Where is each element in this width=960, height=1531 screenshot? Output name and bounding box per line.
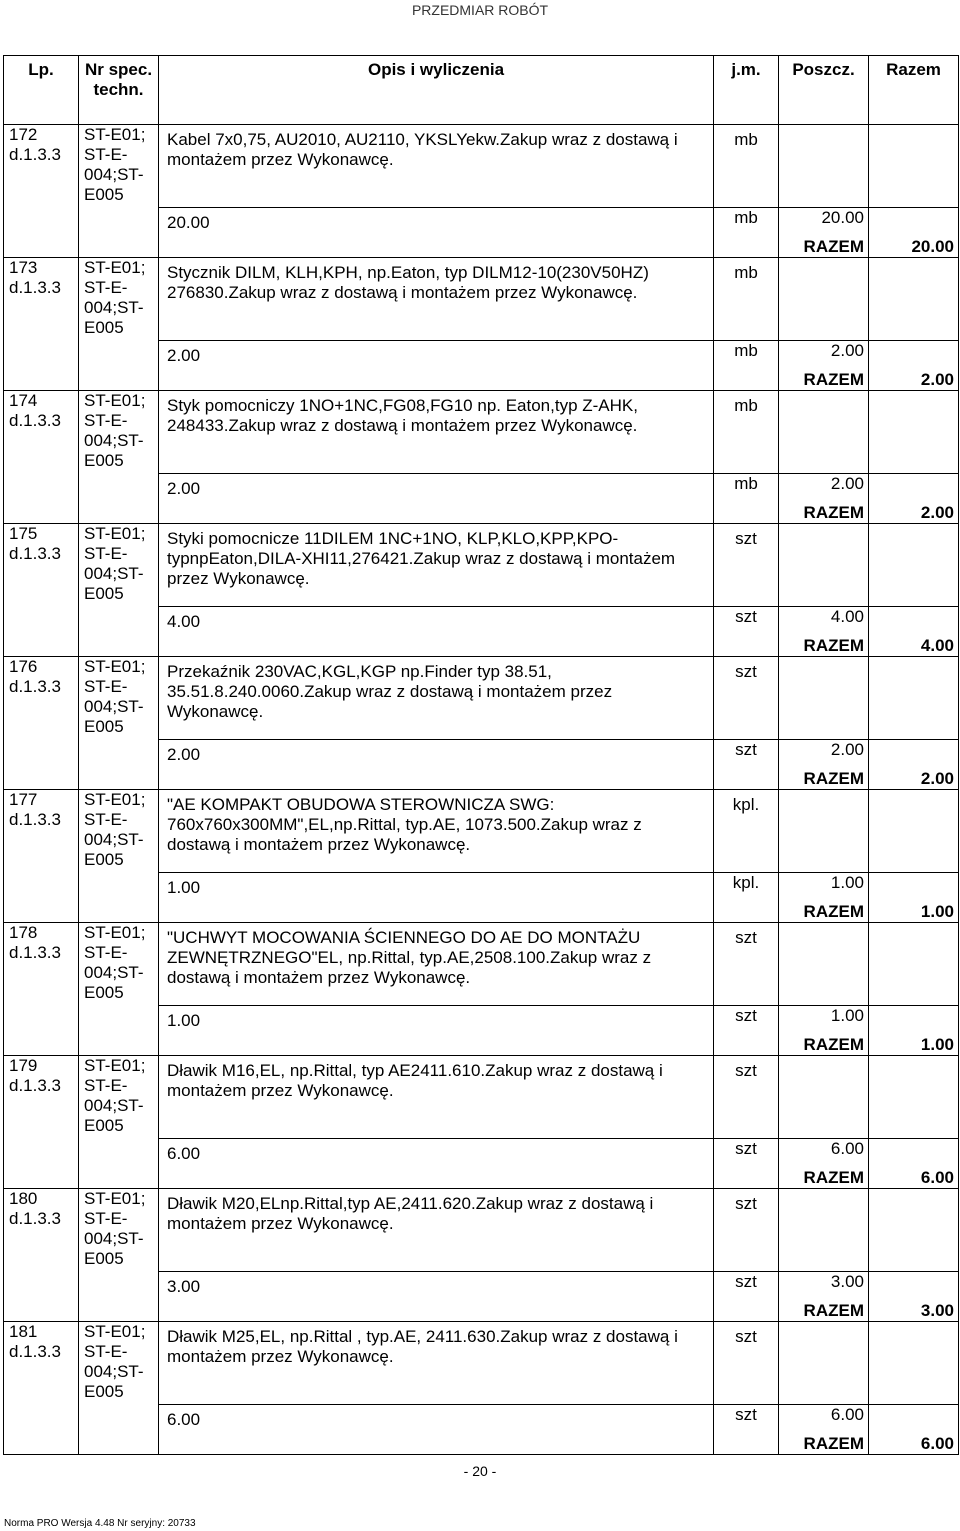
item-spec: ST-E01; ST-E-004;ST-E005 bbox=[79, 657, 159, 790]
sum-empty-desc bbox=[159, 1301, 714, 1322]
item-lp: 181 d.1.3.3 bbox=[4, 1322, 79, 1455]
item-spec: ST-E01; ST-E-004;ST-E005 bbox=[79, 1189, 159, 1322]
item-description: Styk pomocniczy 1NO+1NC,FG08,FG10 np. Eaton,typ Z-AHK, 248433.Zakup wraz z dostawą i montażem przez Wykonawcę. bbox=[159, 391, 714, 474]
calc-result: 3.00 bbox=[779, 1272, 869, 1302]
calc-unit: mb bbox=[714, 474, 779, 504]
item-description: Dławik M25,EL, np.Rittal , typ.AE, 2411.630.Zakup wraz z dostawą i montażem przez Wykonawcę. bbox=[159, 1322, 714, 1405]
sum-empty-desc bbox=[159, 503, 714, 524]
sum-empty-desc bbox=[159, 370, 714, 391]
calc-empty bbox=[869, 607, 959, 637]
item-description: Dławik M20,ELnp.Rittal,typ AE,2411.620.Zakup wraz z dostawą i montażem przez Wykonawcę. bbox=[159, 1189, 714, 1272]
item-empty-razem bbox=[869, 524, 959, 607]
sum-empty-jm bbox=[714, 1301, 779, 1322]
sum-empty-jm bbox=[714, 1035, 779, 1056]
calc-value: 4.00 bbox=[159, 607, 714, 637]
calc-value: 2.00 bbox=[159, 474, 714, 504]
item-empty-poszcz bbox=[779, 258, 869, 341]
sum-label: RAZEM bbox=[779, 902, 869, 923]
calc-result: 1.00 bbox=[779, 1006, 869, 1036]
item-empty-poszcz bbox=[779, 923, 869, 1006]
calc-empty bbox=[869, 873, 959, 903]
item-empty-poszcz bbox=[779, 1322, 869, 1405]
item-spec: ST-E01; ST-E-004;ST-E005 bbox=[79, 524, 159, 657]
table-row bbox=[4, 258, 959, 341]
calc-value: 2.00 bbox=[159, 341, 714, 371]
sum-empty-desc bbox=[159, 1168, 714, 1189]
calc-value: 20.00 bbox=[159, 208, 714, 238]
item-lp: 178 d.1.3.3 bbox=[4, 923, 79, 1056]
table-row bbox=[4, 1056, 959, 1139]
item-lp: 174 d.1.3.3 bbox=[4, 391, 79, 524]
sum-empty-jm bbox=[714, 636, 779, 657]
item-unit: mb bbox=[714, 125, 779, 208]
sum-empty-jm bbox=[714, 1168, 779, 1189]
item-lp: 175 d.1.3.3 bbox=[4, 524, 79, 657]
item-empty-poszcz bbox=[779, 657, 869, 740]
calc-result: 20.00 bbox=[779, 208, 869, 238]
item-empty-razem bbox=[869, 1322, 959, 1405]
item-spec: ST-E01; ST-E-004;ST-E005 bbox=[79, 1322, 159, 1455]
sum-label: RAZEM bbox=[779, 769, 869, 790]
item-spec: ST-E01; ST-E-004;ST-E005 bbox=[79, 391, 159, 524]
sum-label: RAZEM bbox=[779, 1035, 869, 1056]
sum-label: RAZEM bbox=[779, 1434, 869, 1455]
item-lp: 172 d.1.3.3 bbox=[4, 125, 79, 258]
item-unit: mb bbox=[714, 391, 779, 474]
col-header-jm: j.m. bbox=[714, 56, 779, 125]
item-spec: ST-E01; ST-E-004;ST-E005 bbox=[79, 258, 159, 391]
sum-label: RAZEM bbox=[779, 237, 869, 258]
item-unit: szt bbox=[714, 657, 779, 740]
sum-value: 20.00 bbox=[869, 237, 959, 258]
item-empty-poszcz bbox=[779, 125, 869, 208]
sum-empty-jm bbox=[714, 370, 779, 391]
sum-label: RAZEM bbox=[779, 1168, 869, 1189]
item-spec: ST-E01; ST-E-004;ST-E005 bbox=[79, 1056, 159, 1189]
sum-label: RAZEM bbox=[779, 370, 869, 391]
item-empty-razem bbox=[869, 1056, 959, 1139]
calc-empty bbox=[869, 1272, 959, 1302]
item-empty-razem bbox=[869, 1189, 959, 1272]
sum-value: 4.00 bbox=[869, 636, 959, 657]
item-description: Styki pomocnicze 11DILEM 1NC+1NO, KLP,KLO,KPP,KPO-typnpEaton,DILA-XHI11,276421.Zakup wraz z dostawą i montażem przez Wykonawcę. bbox=[159, 524, 714, 607]
item-unit: kpl. bbox=[714, 790, 779, 873]
table-row bbox=[4, 790, 959, 873]
sum-empty-jm bbox=[714, 503, 779, 524]
col-header-lp: Lp. bbox=[4, 56, 79, 125]
sum-value: 2.00 bbox=[869, 370, 959, 391]
page-header-title: PRZEDMIAR ROBÓT bbox=[411, 2, 549, 18]
item-empty-poszcz bbox=[779, 391, 869, 474]
item-unit: mb bbox=[714, 258, 779, 341]
item-empty-razem bbox=[869, 258, 959, 341]
item-lp: 177 d.1.3.3 bbox=[4, 790, 79, 923]
table-row bbox=[4, 923, 959, 1006]
calc-value: 3.00 bbox=[159, 1272, 714, 1302]
calc-result: 2.00 bbox=[779, 474, 869, 504]
calc-unit: szt bbox=[714, 1272, 779, 1302]
item-empty-razem bbox=[869, 391, 959, 474]
col-header-poszcz: Poszcz. bbox=[779, 56, 869, 125]
calc-result: 2.00 bbox=[779, 740, 869, 770]
item-spec: ST-E01; ST-E-004;ST-E005 bbox=[79, 790, 159, 923]
calc-value: 6.00 bbox=[159, 1139, 714, 1169]
item-empty-razem bbox=[869, 790, 959, 873]
table-row bbox=[4, 657, 959, 740]
sum-empty-desc bbox=[159, 237, 714, 258]
calc-value: 2.00 bbox=[159, 740, 714, 770]
sum-empty-jm bbox=[714, 1434, 779, 1455]
item-description: Kabel 7x0,75, AU2010, AU2110, YKSLYekw.Zakup wraz z dostawą i montażem przez Wykonawcę. bbox=[159, 125, 714, 208]
page-number: - 20 - bbox=[463, 1463, 497, 1479]
calc-unit: szt bbox=[714, 1139, 779, 1169]
calc-result: 6.00 bbox=[779, 1405, 869, 1435]
item-description: "UCHWYT MOCOWANIA ŚCIENNEGO DO AE DO MONTAŻU ZEWNĘTRZNEGO"EL, np.Rittal, typ.AE,2508.100.Zakup wraz z dostawą i montażem przez Wykonawcę. bbox=[159, 923, 714, 1006]
calc-empty bbox=[869, 1006, 959, 1036]
sum-value: 2.00 bbox=[869, 503, 959, 524]
item-lp: 173 d.1.3.3 bbox=[4, 258, 79, 391]
calc-empty bbox=[869, 1405, 959, 1435]
item-empty-razem bbox=[869, 657, 959, 740]
item-description: Stycznik DILM, KLH,KPH, np.Eaton, typ DILM12-10(230V50HZ) 276830.Zakup wraz z dostawą i montażem przez Wykonawcę. bbox=[159, 258, 714, 341]
item-empty-poszcz bbox=[779, 1056, 869, 1139]
item-unit: szt bbox=[714, 923, 779, 1006]
calc-unit: mb bbox=[714, 341, 779, 371]
calc-empty bbox=[869, 341, 959, 371]
calc-empty bbox=[869, 474, 959, 504]
sum-empty-desc bbox=[159, 902, 714, 923]
calc-result: 2.00 bbox=[779, 341, 869, 371]
sum-empty-jm bbox=[714, 902, 779, 923]
footer-software: Norma PRO Wersja 4.48 Nr seryjny: 20733 bbox=[4, 1518, 196, 1529]
table-row bbox=[4, 524, 959, 607]
sum-label: RAZEM bbox=[779, 636, 869, 657]
calc-value: 1.00 bbox=[159, 873, 714, 903]
col-header-razem: Razem bbox=[869, 56, 959, 125]
sum-value: 6.00 bbox=[869, 1168, 959, 1189]
table-row bbox=[4, 125, 959, 208]
sum-value: 2.00 bbox=[869, 769, 959, 790]
item-empty-poszcz bbox=[779, 790, 869, 873]
calc-result: 4.00 bbox=[779, 607, 869, 637]
sum-label: RAZEM bbox=[779, 1301, 869, 1322]
calc-empty bbox=[869, 1139, 959, 1169]
item-description: Dławik M16,EL, np.Rittal, typ AE2411.610.Zakup wraz z dostawą i montażem przez Wykonawcę. bbox=[159, 1056, 714, 1139]
calc-value: 6.00 bbox=[159, 1405, 714, 1435]
calc-empty bbox=[869, 740, 959, 770]
calc-unit: kpl. bbox=[714, 873, 779, 903]
col-header-opis: Opis i wyliczenia bbox=[159, 56, 714, 125]
sum-empty-desc bbox=[159, 1035, 714, 1056]
sum-empty-desc bbox=[159, 769, 714, 790]
calc-result: 6.00 bbox=[779, 1139, 869, 1169]
calc-unit: mb bbox=[714, 208, 779, 238]
item-unit: szt bbox=[714, 1322, 779, 1405]
col-header-nr: Nr spec. techn. bbox=[79, 56, 159, 125]
sum-value: 1.00 bbox=[869, 902, 959, 923]
calc-value: 1.00 bbox=[159, 1006, 714, 1036]
sum-value: 1.00 bbox=[869, 1035, 959, 1056]
sum-label: RAZEM bbox=[779, 503, 869, 524]
item-description: "AE KOMPAKT OBUDOWA STEROWNICZA SWG: 760x760x300MM",EL,np.Rittal, typ.AE, 1073.500.Zakup wraz z dostawą i montażem przez Wykonawcę. bbox=[159, 790, 714, 873]
table-header-row bbox=[4, 56, 959, 125]
item-empty-razem bbox=[869, 923, 959, 1006]
calc-unit: szt bbox=[714, 1405, 779, 1435]
item-spec: ST-E01; ST-E-004;ST-E005 bbox=[79, 125, 159, 258]
sum-empty-jm bbox=[714, 237, 779, 258]
sum-value: 3.00 bbox=[869, 1301, 959, 1322]
calc-unit: szt bbox=[714, 607, 779, 637]
sum-empty-jm bbox=[714, 769, 779, 790]
calc-unit: szt bbox=[714, 740, 779, 770]
item-description: Przekaźnik 230VAC,KGL,KGP np.Finder typ 38.51, 35.51.8.240.0060.Zakup wraz z dostawą i montażem przez Wykonawcę. bbox=[159, 657, 714, 740]
sum-empty-desc bbox=[159, 1434, 714, 1455]
item-empty-poszcz bbox=[779, 1189, 869, 1272]
table-row bbox=[4, 1189, 959, 1272]
sum-empty-desc bbox=[159, 636, 714, 657]
przedmiar-table bbox=[3, 55, 959, 1455]
table-row bbox=[4, 391, 959, 474]
table-row bbox=[4, 1322, 959, 1405]
calc-result: 1.00 bbox=[779, 873, 869, 903]
item-lp: 180 d.1.3.3 bbox=[4, 1189, 79, 1322]
calc-unit: szt bbox=[714, 1006, 779, 1036]
item-lp: 176 d.1.3.3 bbox=[4, 657, 79, 790]
item-lp: 179 d.1.3.3 bbox=[4, 1056, 79, 1189]
item-spec: ST-E01; ST-E-004;ST-E005 bbox=[79, 923, 159, 1056]
item-empty-razem bbox=[869, 125, 959, 208]
sum-value: 6.00 bbox=[869, 1434, 959, 1455]
item-unit: szt bbox=[714, 1056, 779, 1139]
item-empty-poszcz bbox=[779, 524, 869, 607]
item-unit: szt bbox=[714, 524, 779, 607]
item-unit: szt bbox=[714, 1189, 779, 1272]
calc-empty bbox=[869, 208, 959, 238]
